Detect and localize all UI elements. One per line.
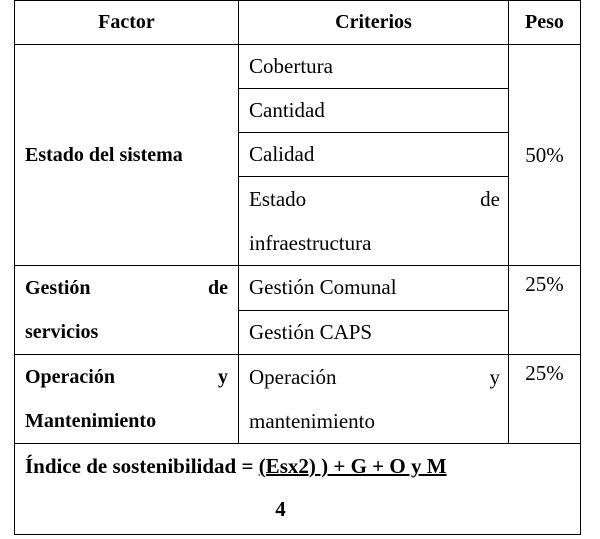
formula-row xyxy=(15,444,581,535)
peso-gestion: 25% xyxy=(509,266,581,355)
factor-estado: Estado del sistema xyxy=(15,45,239,266)
criterio-gestion-caps: Gestión CAPS xyxy=(239,310,509,355)
criterio-operacion-line2: mantenimiento xyxy=(249,409,375,433)
factor-gestion-line2: servicios xyxy=(25,321,99,343)
peso-estado: 50% xyxy=(509,45,581,266)
factor-operacion xyxy=(15,355,239,444)
factor-operacion-word2: y xyxy=(218,366,228,388)
formula-cell xyxy=(15,444,581,535)
criterio-cobertura: Cobertura xyxy=(239,45,509,89)
peso-operacion: 25% xyxy=(509,355,581,444)
criterio-operacion xyxy=(239,355,509,444)
factor-operacion-line2: Mantenimiento xyxy=(25,410,157,432)
table-row xyxy=(15,266,581,311)
criterio-gestion-comunal: Gestión Comunal xyxy=(239,266,509,311)
criterio-estado-infraestructura xyxy=(239,177,509,266)
header-peso: Peso xyxy=(509,1,581,45)
header-factor: Factor xyxy=(15,1,239,45)
factor-gestion-word1: Gestión xyxy=(25,277,91,299)
criterio-operacion-word1: Operación xyxy=(249,365,337,389)
formula-prefix: Índice de sostenibilidad = xyxy=(25,454,259,478)
header-row xyxy=(15,1,581,45)
criterio-operacion-word2: y xyxy=(489,365,500,389)
table-row xyxy=(15,355,581,444)
criterio-cantidad: Cantidad xyxy=(239,89,509,133)
criterio-infra-line2: infraestructura xyxy=(249,231,372,255)
factor-operacion-word1: Operación xyxy=(25,366,115,388)
criteria-table xyxy=(14,0,581,535)
table-row xyxy=(15,45,581,89)
formula-numerator: (Esx2) ) + G + O y M xyxy=(258,454,447,478)
formula-denominator: 4 xyxy=(275,497,286,521)
criterio-infra-word1: Estado xyxy=(249,187,307,211)
criterio-calidad: Calidad xyxy=(239,133,509,177)
factor-gestion-word2: de xyxy=(208,277,228,299)
header-criterios: Criterios xyxy=(239,1,509,45)
criterio-infra-word2: de xyxy=(480,187,500,211)
formula-line xyxy=(25,444,580,488)
factor-gestion xyxy=(15,266,239,355)
